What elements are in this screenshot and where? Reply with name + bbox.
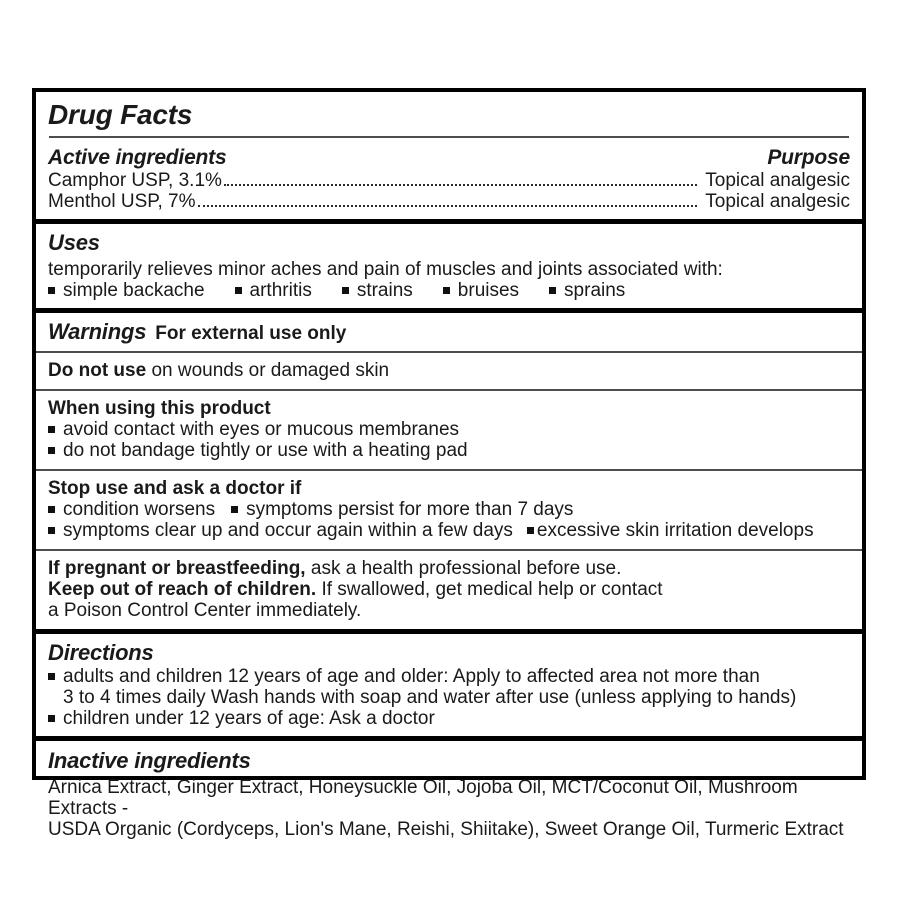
directions-heading: Directions (48, 640, 154, 665)
directions-section (36, 634, 862, 736)
active-ingredient-row (48, 191, 850, 212)
bullet-icon (48, 715, 55, 722)
list-item: symptoms persist for more than 7 days (231, 499, 573, 520)
keep-out-text: If swallowed, get medical help or contact (321, 579, 663, 600)
list-item: condition worsens (48, 499, 215, 520)
list-item: bruises (443, 280, 519, 301)
when-using-block (36, 391, 862, 469)
bullet-icon (527, 527, 534, 534)
dotted-leader (198, 205, 698, 207)
warnings-section (36, 313, 862, 629)
active-ingredients-section (36, 146, 862, 219)
stop-use-bullet-row (48, 499, 850, 520)
list-item: symptoms clear up and occur again within a few days (48, 520, 513, 541)
active-ingredients-heading: Active ingredients (48, 146, 227, 169)
pregnancy-label: If pregnant or breastfeeding, (48, 558, 306, 579)
bullet-icon (342, 287, 349, 294)
keep-out-line (48, 579, 850, 600)
bullet-icon (231, 506, 238, 513)
list-item: excessive skin irritation develops (527, 520, 814, 541)
list-item: arthritis (235, 280, 312, 301)
drug-facts-title: Drug Facts (48, 99, 193, 130)
ingredient-name: Camphor USP, 3.1% (48, 170, 222, 191)
list-item-continuation: 3 to 4 times daily Wash hands with soap and water after use (unless applying to hands) (63, 687, 797, 708)
bullet-icon (48, 506, 55, 513)
pregnancy-line (48, 558, 850, 579)
pregnancy-text: ask a health professional before use. (310, 558, 622, 579)
bullet-icon (549, 287, 556, 294)
do-not-use-label: Do not use (48, 360, 147, 381)
stop-use-block (36, 471, 862, 549)
do-not-use-text: on wounds or damaged skin (151, 360, 390, 381)
uses-heading: Uses (48, 230, 100, 255)
inactive-ingredients-heading: Inactive ingredients (48, 748, 251, 773)
inactive-ingredients-text: Arnica Extract, Ginger Extract, Honeysuckle Oil, Jojoba Oil, MCT/Coconut Oil, Mushroom Extracts - (48, 777, 798, 819)
uses-section (36, 224, 862, 308)
keep-out-label: Keep out of reach of children. (48, 579, 317, 600)
ingredient-purpose: Topical analgesic (705, 170, 850, 191)
bullet-icon (48, 287, 55, 294)
uses-intro: temporarily relieves minor aches and pain of muscles and joints associated with: (48, 259, 723, 280)
inactive-ingredients-section (36, 741, 862, 840)
when-using-heading: When using this product (48, 398, 271, 419)
bullet-icon (48, 426, 55, 433)
active-ingredient-row (48, 170, 850, 191)
warnings-heading: Warnings (48, 319, 147, 344)
list-item: avoid contact with eyes or mucous membranes (48, 419, 850, 440)
bullet-icon (48, 673, 55, 680)
bullet-icon (443, 287, 450, 294)
list-item: simple backache (48, 280, 205, 301)
list-item: strains (342, 280, 413, 301)
bullet-icon (48, 447, 55, 454)
ingredient-purpose: Topical analgesic (705, 191, 850, 212)
ingredient-name: Menthol USP, 7% (48, 191, 196, 212)
pregnancy-keepout-block (36, 551, 862, 629)
external-use-note: For external use only (155, 323, 347, 344)
uses-bullets (48, 280, 850, 301)
list-item: do not bandage tightly or use with a heating pad (48, 440, 850, 461)
drug-facts-panel (32, 88, 866, 840)
keep-out-line-2: a Poison Control Center immediately. (48, 600, 362, 621)
inactive-ingredients-text: USDA Organic (Cordyceps, Lion's Mane, Reishi, Shiitake), Sweet Orange Oil, Turmeric Extract (48, 819, 844, 840)
list-item: children under 12 years of age: Ask a doctor (48, 708, 850, 729)
bullet-icon (48, 527, 55, 534)
stop-use-heading: Stop use and ask a doctor if (48, 478, 302, 499)
stop-use-bullet-row (48, 520, 850, 541)
list-item: sprains (549, 280, 625, 301)
purpose-heading: Purpose (767, 146, 850, 169)
dotted-leader (224, 184, 697, 186)
do-not-use-block (36, 353, 862, 389)
list-item: adults and children 12 years of age and older: Apply to affected area not more than (48, 666, 850, 687)
bullet-icon (235, 287, 242, 294)
title-underline (49, 136, 849, 138)
